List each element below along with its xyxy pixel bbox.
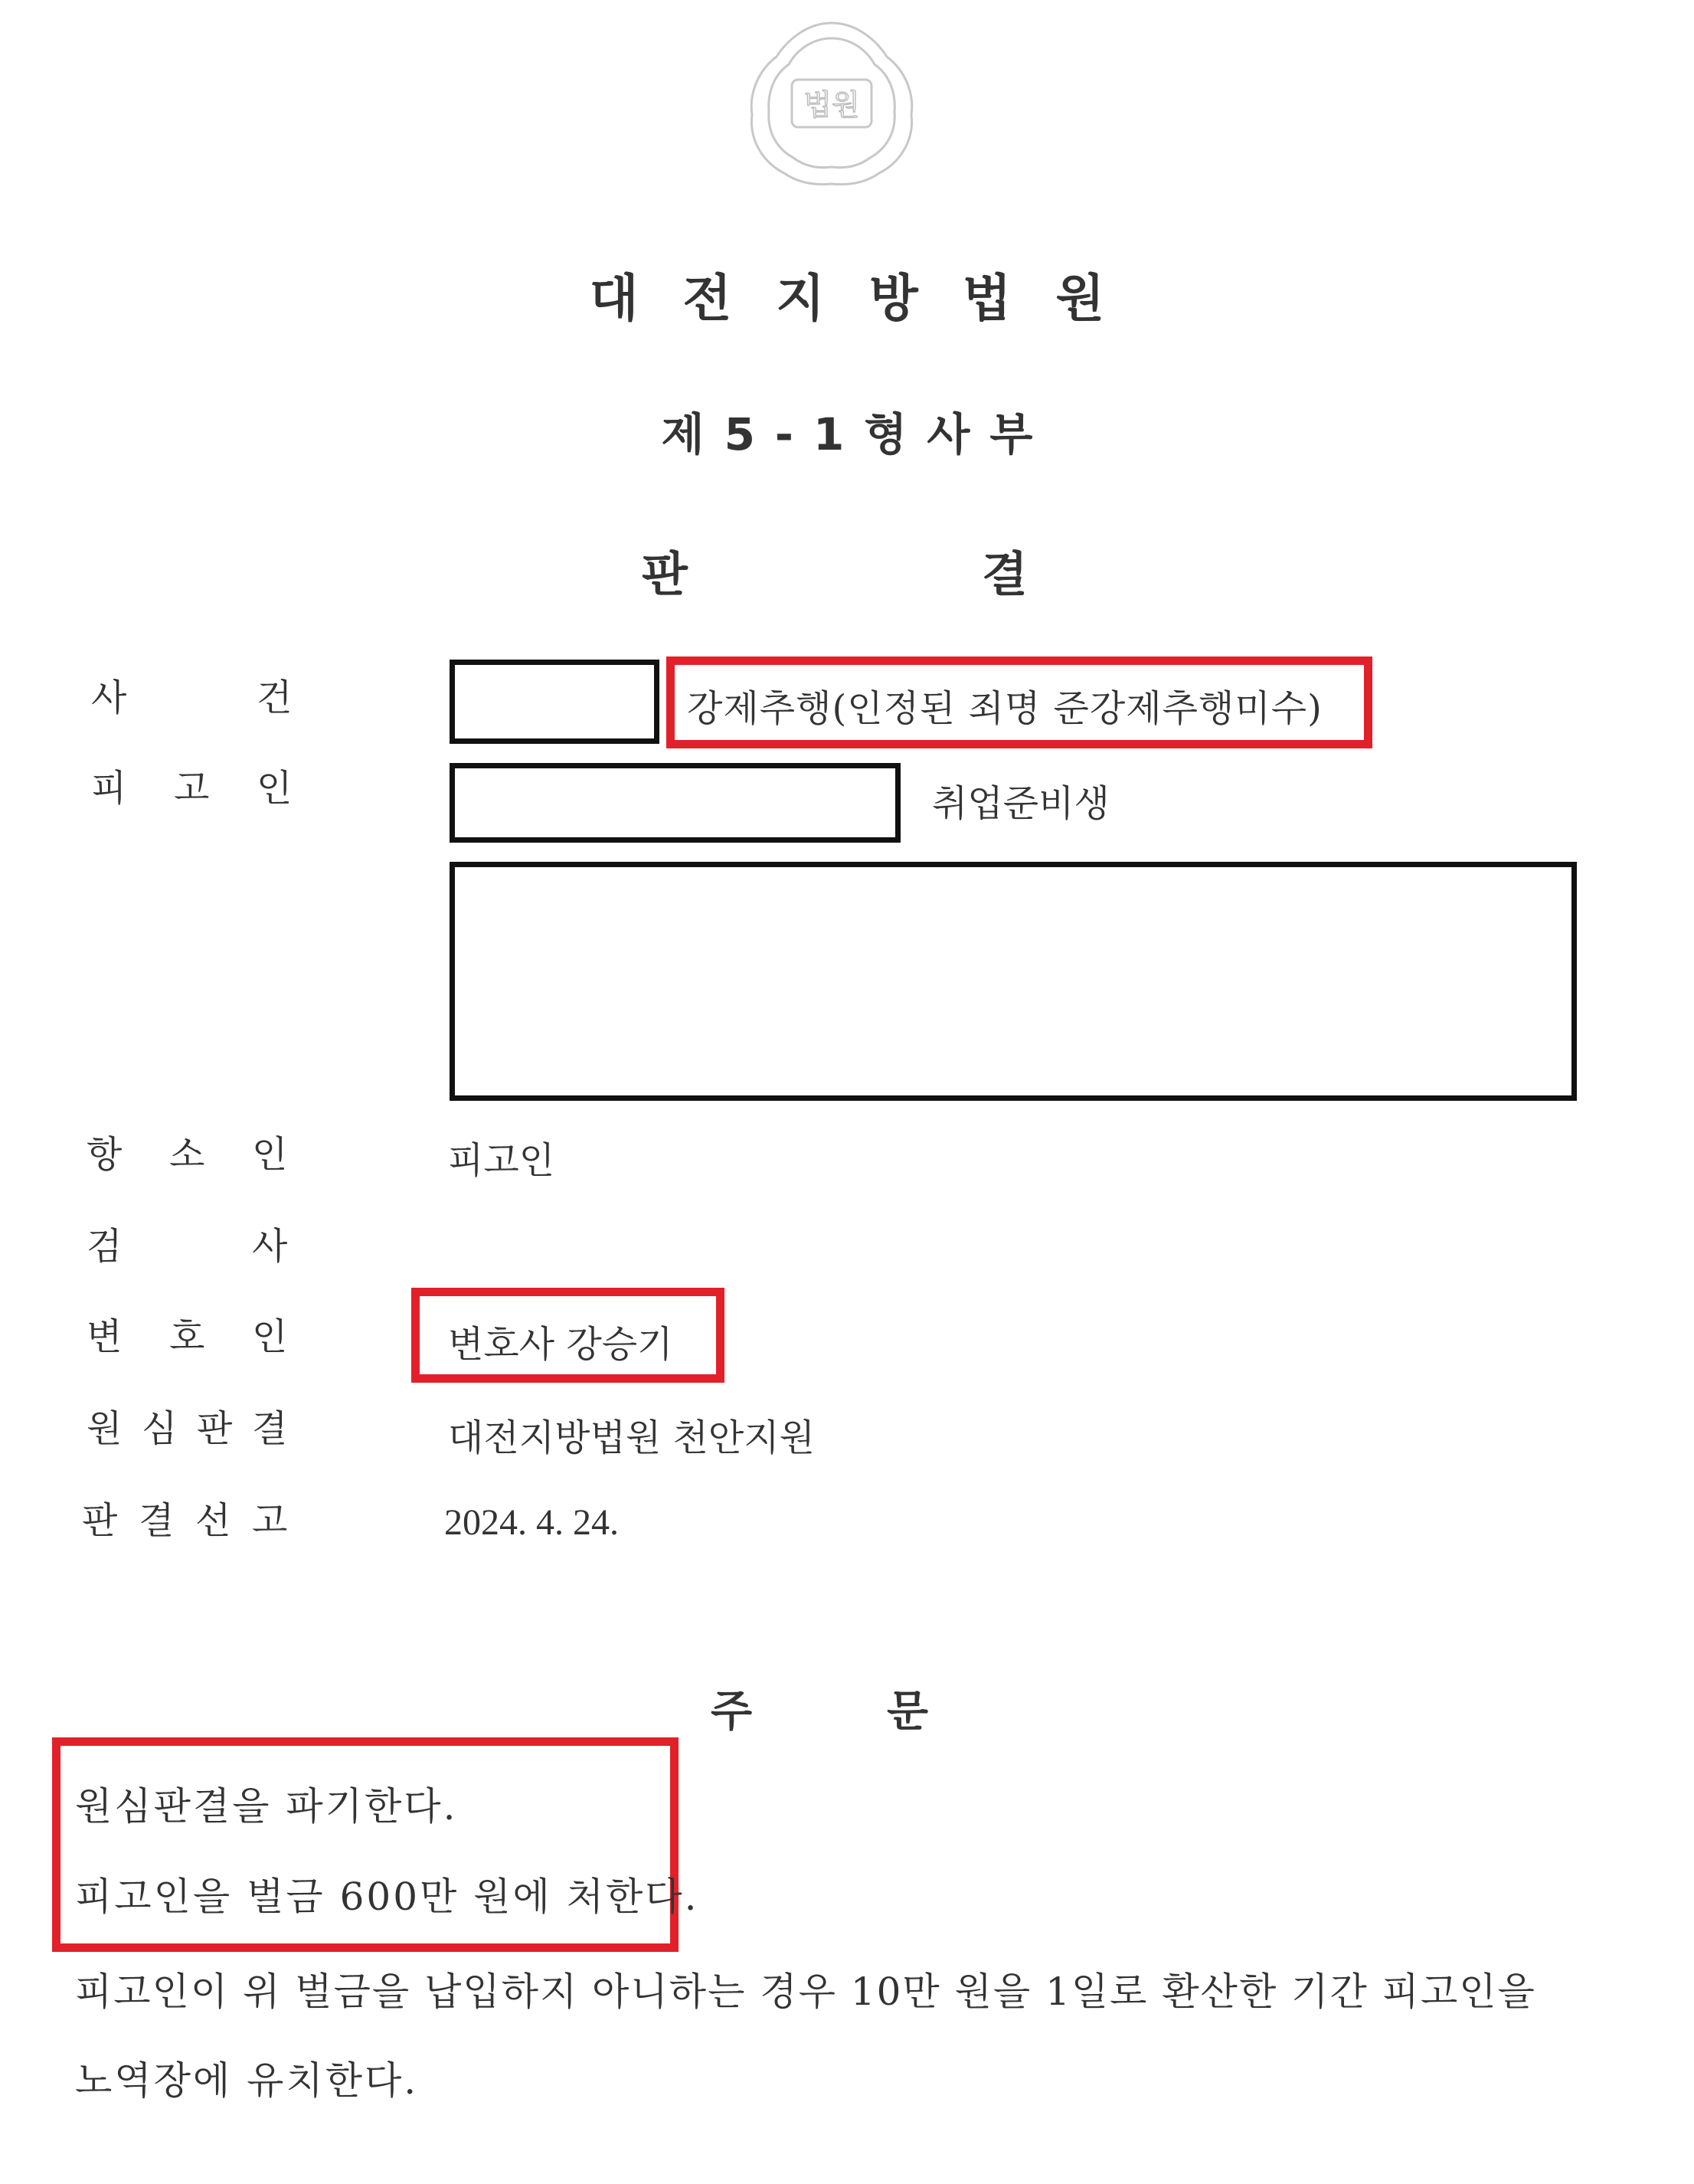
document-title-right: 결 xyxy=(982,546,1028,602)
order-line: 피고인이 위 벌금을 납입하지 아니하는 경우 10만 원을 1일로 환산한 기간 피고인을 xyxy=(75,1970,1536,2014)
order-line: 피고인을 벌금 600만 원에 처한다. xyxy=(75,1875,699,1919)
counsel-value: 변호사 강승기 xyxy=(448,1323,673,1366)
redacted-defendant-details xyxy=(450,862,1577,1101)
appellant-value: 피고인 xyxy=(448,1139,555,1182)
lower-court-value: 대전지방법원 천안지원 xyxy=(448,1416,815,1459)
order-title-left: 주 xyxy=(711,1687,753,1737)
defendant-occupation: 취업준비생 xyxy=(932,782,1110,825)
sentencing-date-value: 2024. 4. 24. xyxy=(444,1502,619,1543)
redacted-case-number xyxy=(450,660,659,744)
court-seal-icon xyxy=(741,17,922,188)
division-title: 제5-1형사부 xyxy=(661,408,1053,460)
svg-text:법원: 법원 xyxy=(803,88,860,122)
document-title-left: 판 xyxy=(642,546,688,602)
court-name: 대전지방법원 xyxy=(589,269,1150,328)
court-seal xyxy=(741,17,922,188)
redacted-defendant-name xyxy=(450,763,901,843)
order-title-right: 문 xyxy=(887,1687,929,1737)
order-line: 원심판결을 파기한다. xyxy=(75,1784,458,1829)
case-name-value: 강제추행(인정된 죄명 준강제추행미수) xyxy=(687,687,1323,730)
order-line: 노역장에 유치한다. xyxy=(75,2058,419,2103)
